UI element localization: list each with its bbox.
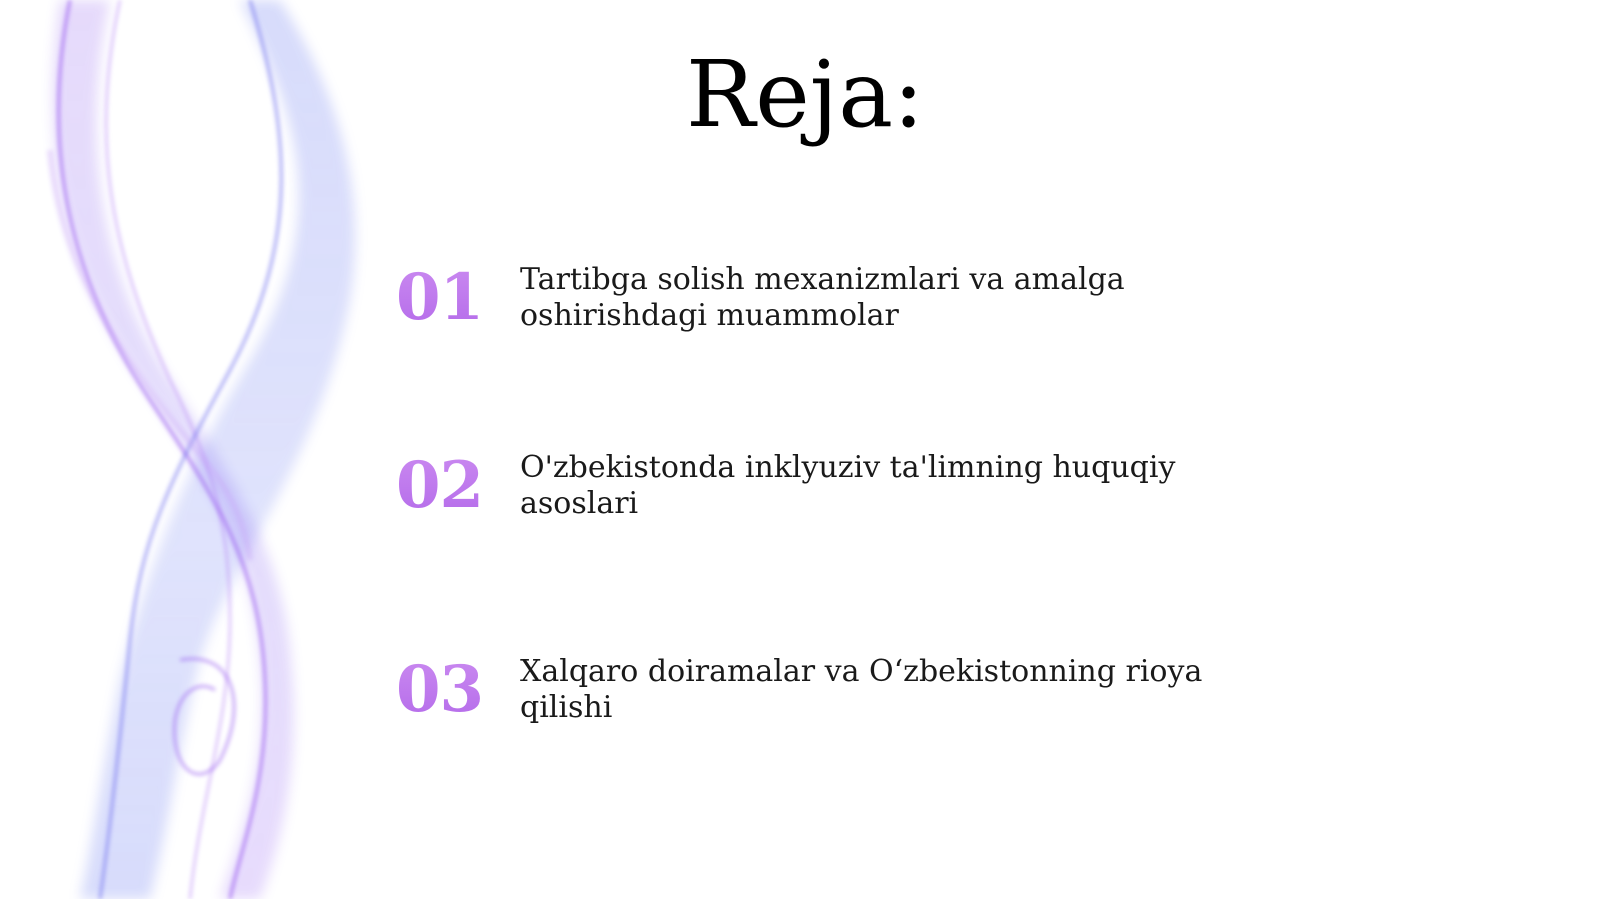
list-item (396, 262, 1396, 334)
item-text: Xalqaro doiramalar va O‘zbekistonning rioya qilishi (520, 654, 1203, 725)
list-item (396, 654, 1396, 726)
item-number: 02 (396, 454, 520, 518)
item-number: 01 (396, 266, 520, 330)
list-item (396, 450, 1396, 522)
item-text: Tartibga solish mexanizmlari va amalga oshirishdagi muammolar (520, 262, 1125, 333)
item-number: 03 (396, 658, 520, 722)
slide-title: Reja: (685, 41, 925, 148)
item-text: O'zbekistonda inklyuziv ta'limning huquqiy asoslari (520, 450, 1176, 521)
